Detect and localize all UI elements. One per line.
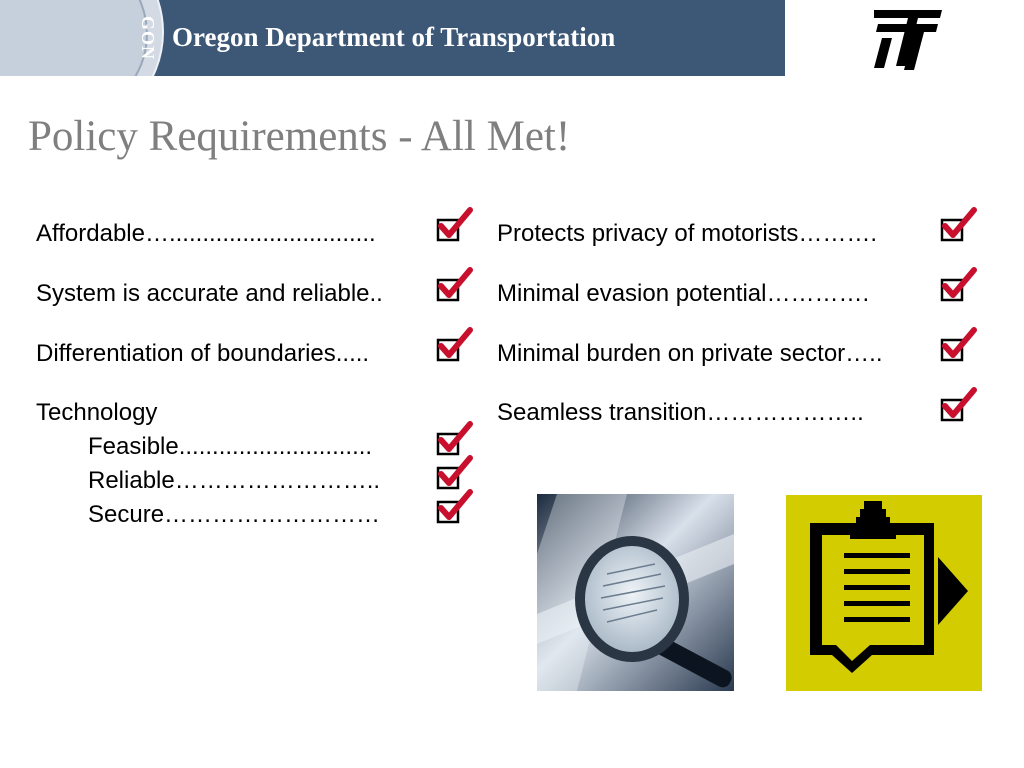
checkbox-checked-icon	[940, 266, 978, 302]
slide-title: Policy Requirements - All Met!	[28, 113, 571, 160]
item-feasible: Feasible.............................	[88, 433, 373, 460]
checkbox-checked-icon	[436, 266, 474, 302]
checkbox-checked-icon	[940, 326, 978, 362]
checkbox-checked-icon	[436, 326, 474, 362]
department-name: Oregon Department of Transportation	[172, 22, 616, 52]
checkbox-checked-icon	[436, 420, 474, 456]
clipboard-arrow-image	[786, 495, 982, 691]
item-boundaries: Differentiation of boundaries.....	[36, 340, 370, 367]
checkbox-checked-icon	[436, 454, 474, 490]
item-secure: Secure………………………	[88, 501, 381, 528]
odot-logo-icon	[868, 2, 948, 72]
item-reliable: Reliable……………………..	[88, 467, 381, 494]
item-accurate-reliable: System is accurate and reliable..	[36, 280, 383, 307]
item-private-sector: Minimal burden on private sector…..	[497, 340, 883, 367]
item-technology: Technology	[36, 399, 158, 426]
seal-lettering: GON	[138, 15, 158, 60]
checkbox-checked-icon	[940, 386, 978, 422]
checkbox-checked-icon	[436, 488, 474, 524]
item-seamless: Seamless transition………………..	[497, 399, 864, 426]
magnifying-glass-image	[537, 494, 734, 691]
item-affordable: Affordable…...............................	[36, 220, 376, 247]
header-banner	[0, 0, 785, 76]
item-privacy: Protects privacy of motorists……….	[497, 220, 878, 247]
item-evasion: Minimal evasion potential………….	[497, 280, 870, 307]
checkbox-checked-icon	[940, 206, 978, 242]
checkbox-checked-icon	[436, 206, 474, 242]
